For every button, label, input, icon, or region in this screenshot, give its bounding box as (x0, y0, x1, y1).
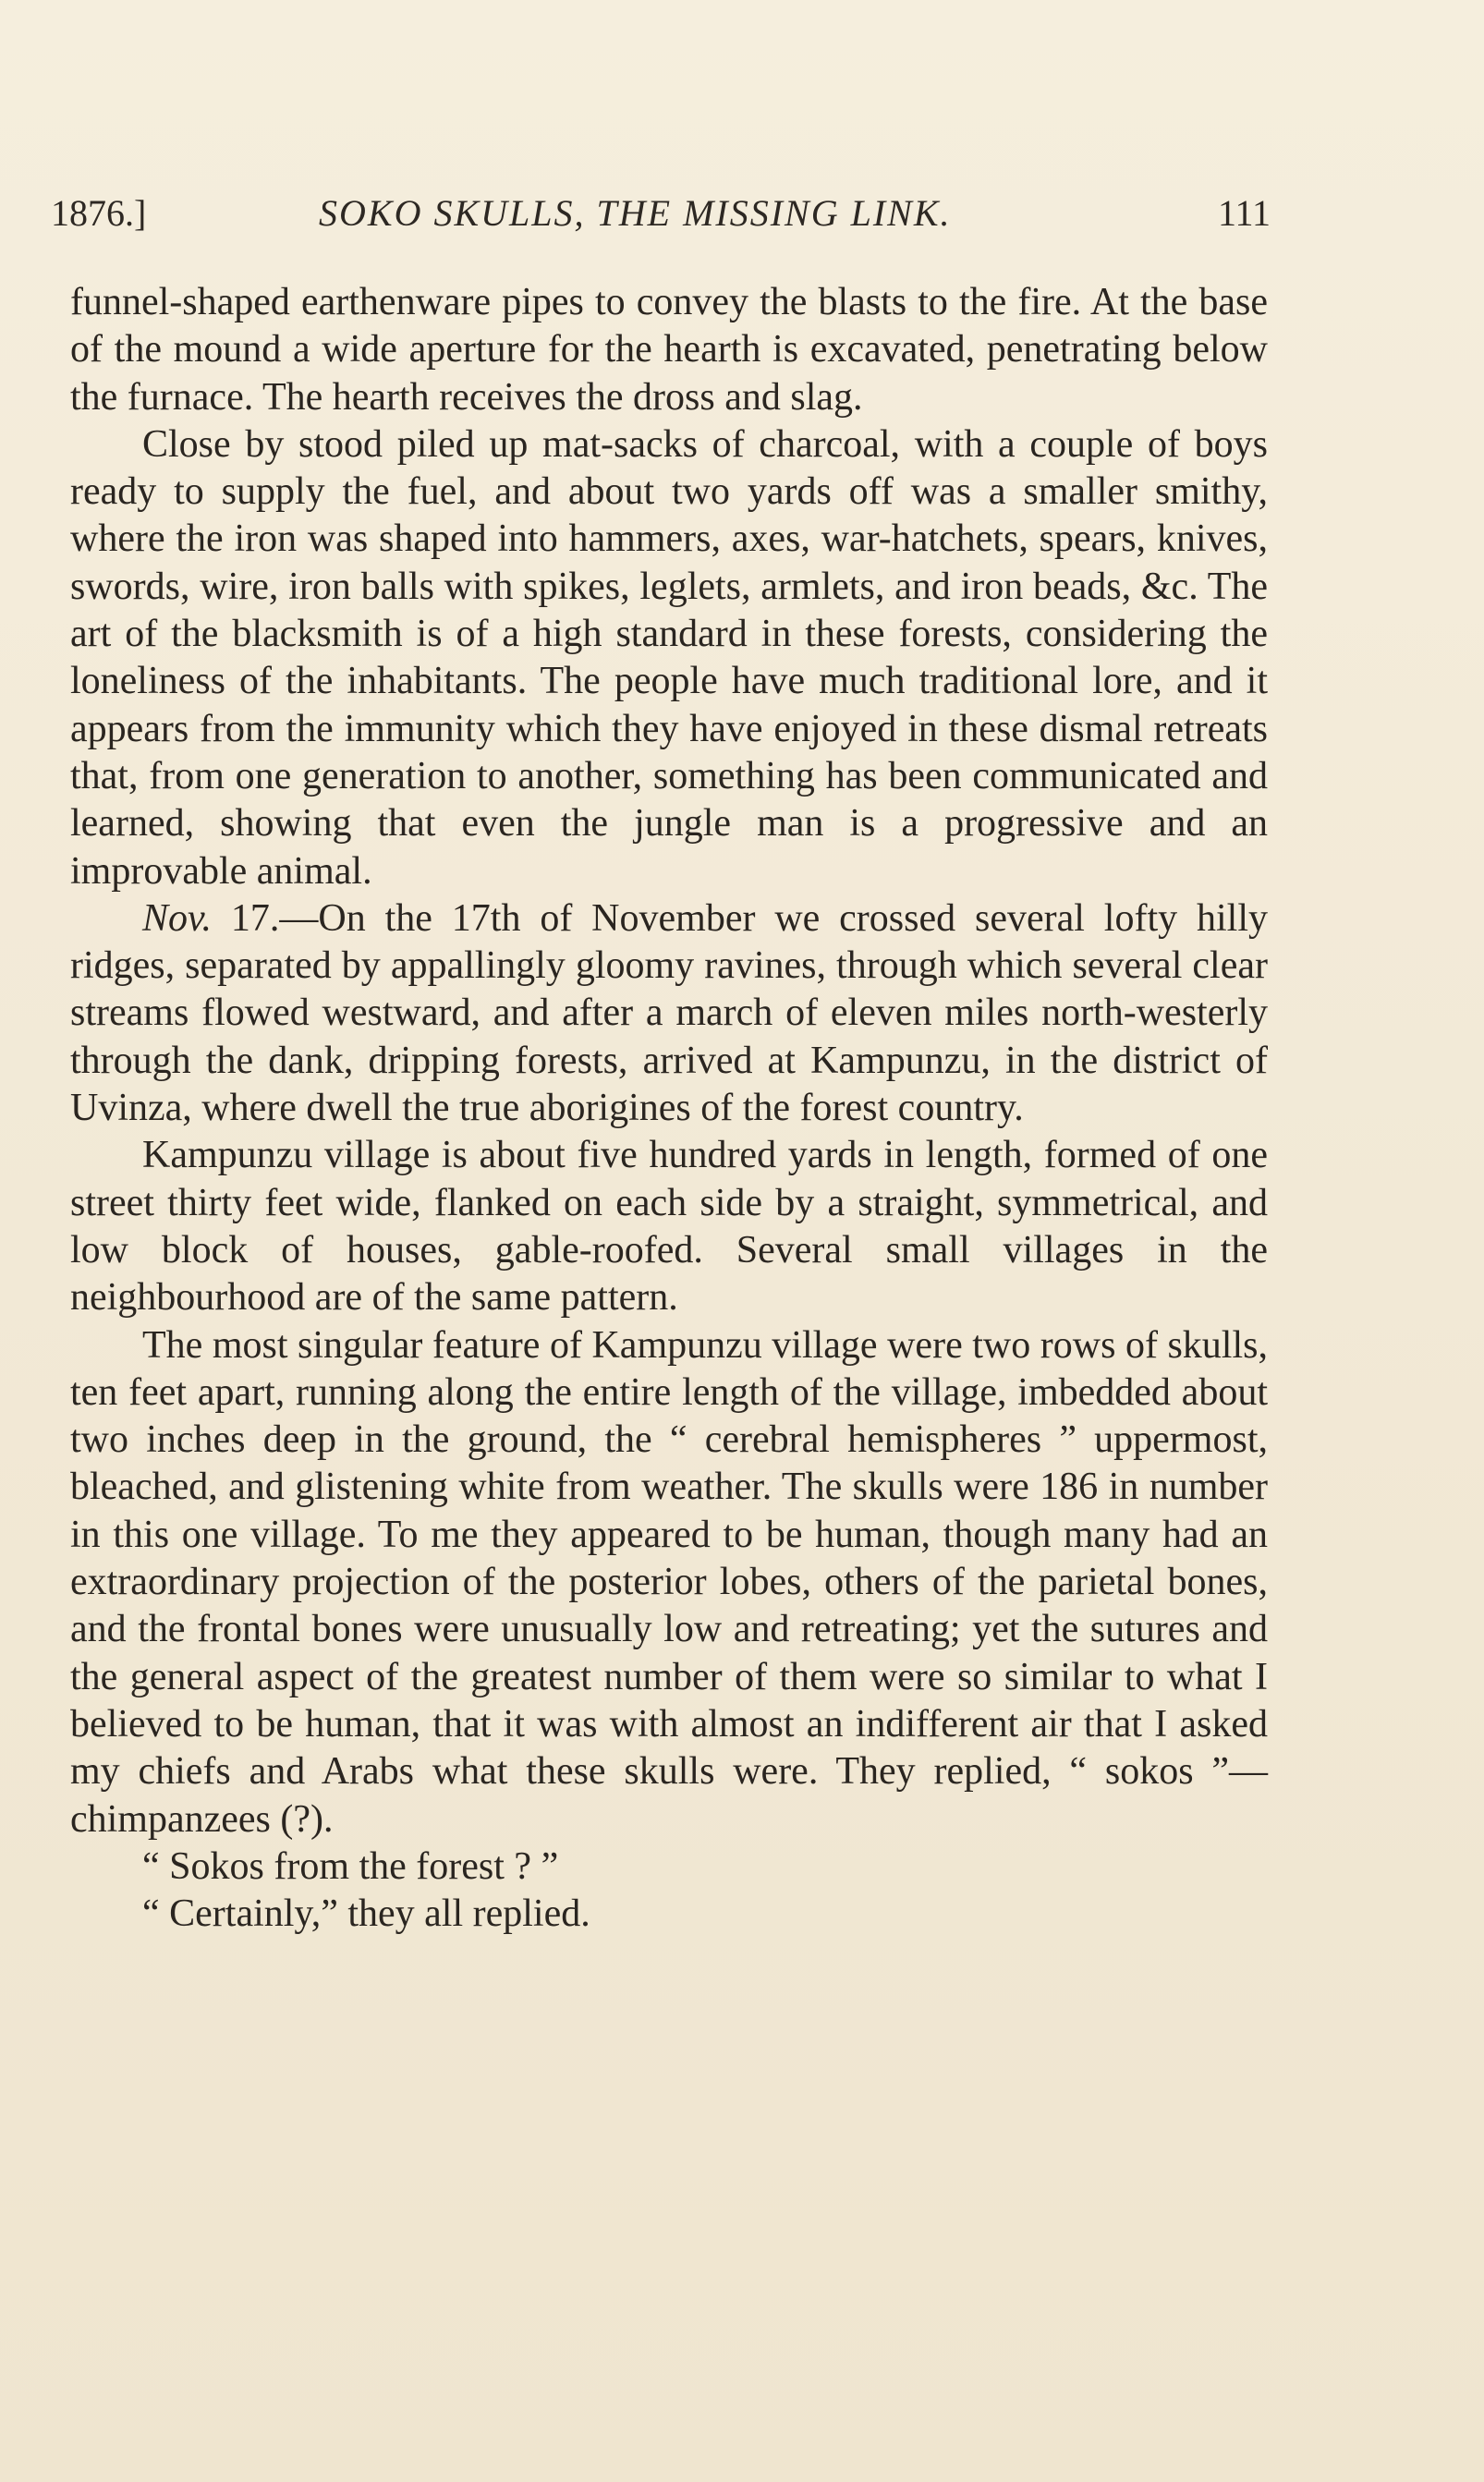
dialogue-question: “ Sokos from the forest ? ” (142, 1844, 559, 1888)
running-head-year: 1876.] (51, 192, 147, 234)
running-head-title: SOKO SKULLS, THE MISSING LINK. (319, 192, 952, 234)
paragraph-furnace: funnel-shaped earthenware pipes to convey the blasts to the fire. At the base of the mound a wide aperture for the hearth is excavated, penetrating below the furnace. The hearth receives the dross and slag. (70, 281, 1268, 419)
dialogue-reply: “ Certainly,” they all replied. (142, 1892, 590, 1936)
page-number: 111 (1217, 192, 1271, 234)
body-text (70, 279, 1268, 1938)
paragraph-skulls: The most singular feature of Kampunzu village were two rows of skulls, ten feet apart, running along the entire length of the village, imbedded about two inches deep in the ground, the “ cerebral hemispheres ” uppermost, bleached, and glistening white from weather. The skulls were 186 in number in this one village. To me they appeared to be human, though many had an extraordinary projection of the posterior lobes, others of the parietal bones, and the frontal bones were unusually low and retreating; yet the sutures and the general aspect of the greatest number of them were so similar to what I believed to be human, that it was with almost an indifferent air that I asked my chiefs and Arabs what these skulls were. They replied, “ sokos ”—chimpanzees (?). (70, 1323, 1268, 1841)
running-head (51, 189, 1271, 237)
paragraph-nov-17-text: 17.—On the 17th of November we crossed several lofty hilly ridges, separated by appallingly gloomy ravines, through which several clear streams flowed westward, and after a march of eleven miles north-westerly through the dank, dripping forests, arrived at Kampunzu, in the district of Uvinza, where dwell the true aborigines of the forest country. (70, 896, 1268, 1130)
date-label: Nov. (142, 896, 213, 940)
paragraph-smithy: Close by stood piled up mat-sacks of charcoal, with a couple of boys ready to supply the fuel, and about two yards off was a smaller smithy, where the iron was shaped into hammers, axes, war-hatchets, spears, knives, swords, wire, iron balls with spikes, leglets, armlets, and iron beads, &c. The art of the blacksmith is of a high standard in these forests, considering the loneliness of the inhabitants. The people have much traditional lore, and it appears from the immunity which they have enjoyed in these dismal retreats that, from one generation to another, something has been communicated and learned, showing that even the jungle man is a progressive and an improvable animal. (70, 422, 1268, 893)
paragraph-kampunzu-village: Kampunzu village is about five hundred yards in length, formed of one street thirty feet wide, flanked on each side by a straight, symmetrical, and low block of houses, gable-roofed. Several small villages in the neighbourhood are of the same pattern. (70, 1134, 1268, 1320)
paragraph-nov-17 (70, 895, 1268, 1132)
